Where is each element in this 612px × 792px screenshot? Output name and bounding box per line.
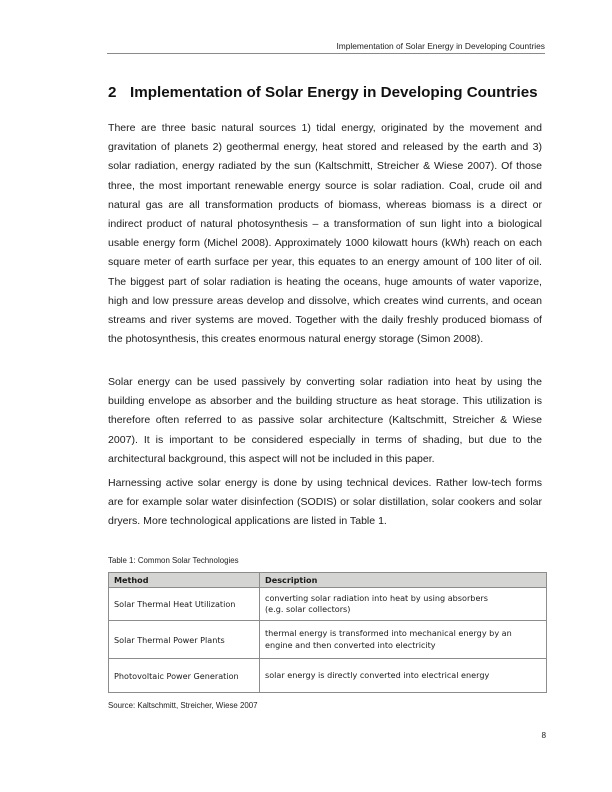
table-caption: Table 1: Common Solar Technologies — [108, 556, 239, 565]
description-line: engine and then converted into electricity — [265, 639, 436, 650]
description-cell — [260, 588, 547, 621]
column-header-method: Method — [109, 573, 260, 588]
method-cell: Solar Thermal Heat Utilization — [109, 588, 260, 621]
description-line: solar energy is directly converted into electrical energy — [265, 669, 490, 680]
description-line: converting solar radiation into heat by using absorbers — [265, 592, 488, 603]
method-cell: Solar Thermal Power Plants — [109, 621, 260, 659]
table-row — [109, 588, 547, 621]
section-title: Implementation of Solar Energy in Developing Countries — [130, 84, 538, 101]
description-cell — [260, 621, 547, 659]
column-header-description: Description — [260, 573, 547, 588]
description-cell — [260, 659, 547, 693]
running-header: Implementation of Solar Energy in Developing Countries — [336, 41, 545, 51]
table-row — [109, 621, 547, 659]
method-cell: Photovoltaic Power Generation — [109, 659, 260, 693]
description-line: thermal energy is transformed into mechanical energy by an — [265, 628, 512, 638]
table-header-row — [109, 573, 547, 588]
page-number: 8 — [541, 731, 546, 740]
section-number: 2 — [108, 84, 117, 101]
solar-technologies-table — [108, 572, 547, 693]
table-row — [109, 659, 547, 693]
paragraph-natural-sources: There are three basic natural sources 1) tidal energy, originated by the movement and gravitation of planets 2) geothermal energy, heat stored and released by the earth and 3) solar radiation, energy radiated by the sun (Kaltschmitt, Streicher & Wiese 2007). Of those three, the most important renewable energy source is solar radiation. Coal, crude oil and natural gas are all transformation products of biomass, whereas biomass is a direct or indirect product of natural photosynthesis – a transformation of sun light into a biological usable energy form (Michel 2008). Approximately 1000 kilowatt hours (kWh) reach on each square meter of earth surface per year, this equates to an energy amount of 100 liter of oil. The biggest part of solar radiation is heating the oceans, huge amounts of water vaporize, high and low pressure areas develop and dissolve, which creates wind currents, and ocean streams and river systems are moved. Together with the daily freshly produced biomass of the photosynthesis, this creates enormous natural energy storage (Simon 2008). — [108, 122, 542, 346]
paragraph-passive-solar: Solar energy can be used passively by converting solar radiation into heat by using the building envelope as absorber and the building structure as heat storage. This utilization is therefore often referred to as passive solar architecture (Kaltschmitt, Streicher & Wiese 2007). It is important to be considered especially in terms of shading, but due to the architectural background, this aspect will not be included in this paper. — [108, 376, 542, 465]
description-line: (e.g. solar collectors) — [265, 604, 351, 614]
table-source: Source: Kaltschmitt, Streicher, Wiese 2007 — [108, 701, 258, 710]
paragraph-active-solar: Harnessing active solar energy is done by using technical devices. Rather low-tech forms are for example solar water disinfection (SODIS) or solar distillation, solar cookers and solar dryers. More technological applications are listed in Table 1. — [108, 477, 542, 528]
header-rule — [107, 53, 545, 54]
section-heading — [108, 84, 538, 101]
